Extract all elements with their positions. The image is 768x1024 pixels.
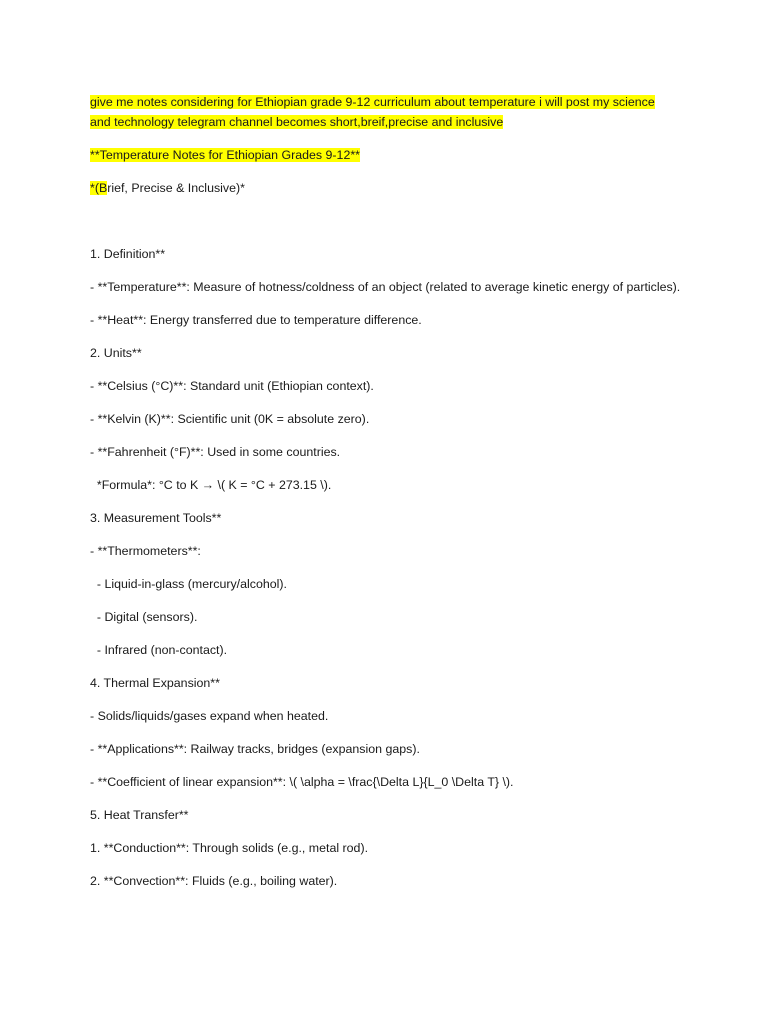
blank-line <box>90 211 688 244</box>
note-line: - **Heat**: Energy transferred due to temperature difference. <box>90 313 422 327</box>
note-line: 1. **Conduction**: Through solids (e.g., metal rod). <box>90 841 369 855</box>
section-heading: 3. Measurement Tools** <box>90 511 222 525</box>
note-line: - **Celsius (°C)**: Standard unit (Ethiopian context). <box>90 379 374 393</box>
prompt-text <box>90 92 688 132</box>
sub-item: - Infrared (non-contact). <box>90 643 228 657</box>
note-line: - **Kelvin (K)**: Scientific unit (0K = absolute zero). <box>90 412 370 426</box>
note-line: - **Coefficient of linear expansion**: \( \alpha = \frac{\Delta L}{L_0 \Delta T} \). <box>90 775 514 789</box>
notes-title <box>90 145 688 165</box>
prompt-line-2: and technology telegram channel becomes short,breif,precise and inclusive <box>90 115 504 129</box>
subtitle-rest: rief, Precise & Inclusive)* <box>107 181 245 195</box>
notes-subtitle <box>90 178 688 198</box>
note-line: - **Temperature**: Measure of hotness/coldness of an object (related to average kinetic energy of particles). <box>90 280 681 294</box>
section-heading: 5. Heat Transfer** <box>90 808 189 822</box>
subtitle-highlight: *(B <box>90 181 108 195</box>
section-heading: 1. Definition** <box>90 247 166 261</box>
note-line: - **Fahrenheit (°F)**: Used in some countries. <box>90 445 341 459</box>
notes-title-text: **Temperature Notes for Ethiopian Grades 9-12** <box>90 148 360 162</box>
sub-item: - Liquid-in-glass (mercury/alcohol). <box>90 577 287 591</box>
note-line: - **Thermometers**: <box>90 544 201 558</box>
note-line: - Solids/liquids/gases expand when heated. <box>90 709 329 723</box>
note-line: - **Applications**: Railway tracks, bridges (expansion gaps). <box>90 742 420 756</box>
note-line: 2. **Convection**: Fluids (e.g., boiling water). <box>90 874 338 888</box>
sub-item: - Digital (sensors). <box>90 610 198 624</box>
section-heading: 4. Thermal Expansion** <box>90 676 220 690</box>
section-heading: 2. Units** <box>90 346 142 360</box>
formula-line: *Formula*: °C to K → \( K = °C + 273.15 \). <box>90 478 332 492</box>
prompt-line-1: give me notes considering for Ethiopian grade 9-12 curriculum about temperature i will post my science <box>90 95 655 109</box>
